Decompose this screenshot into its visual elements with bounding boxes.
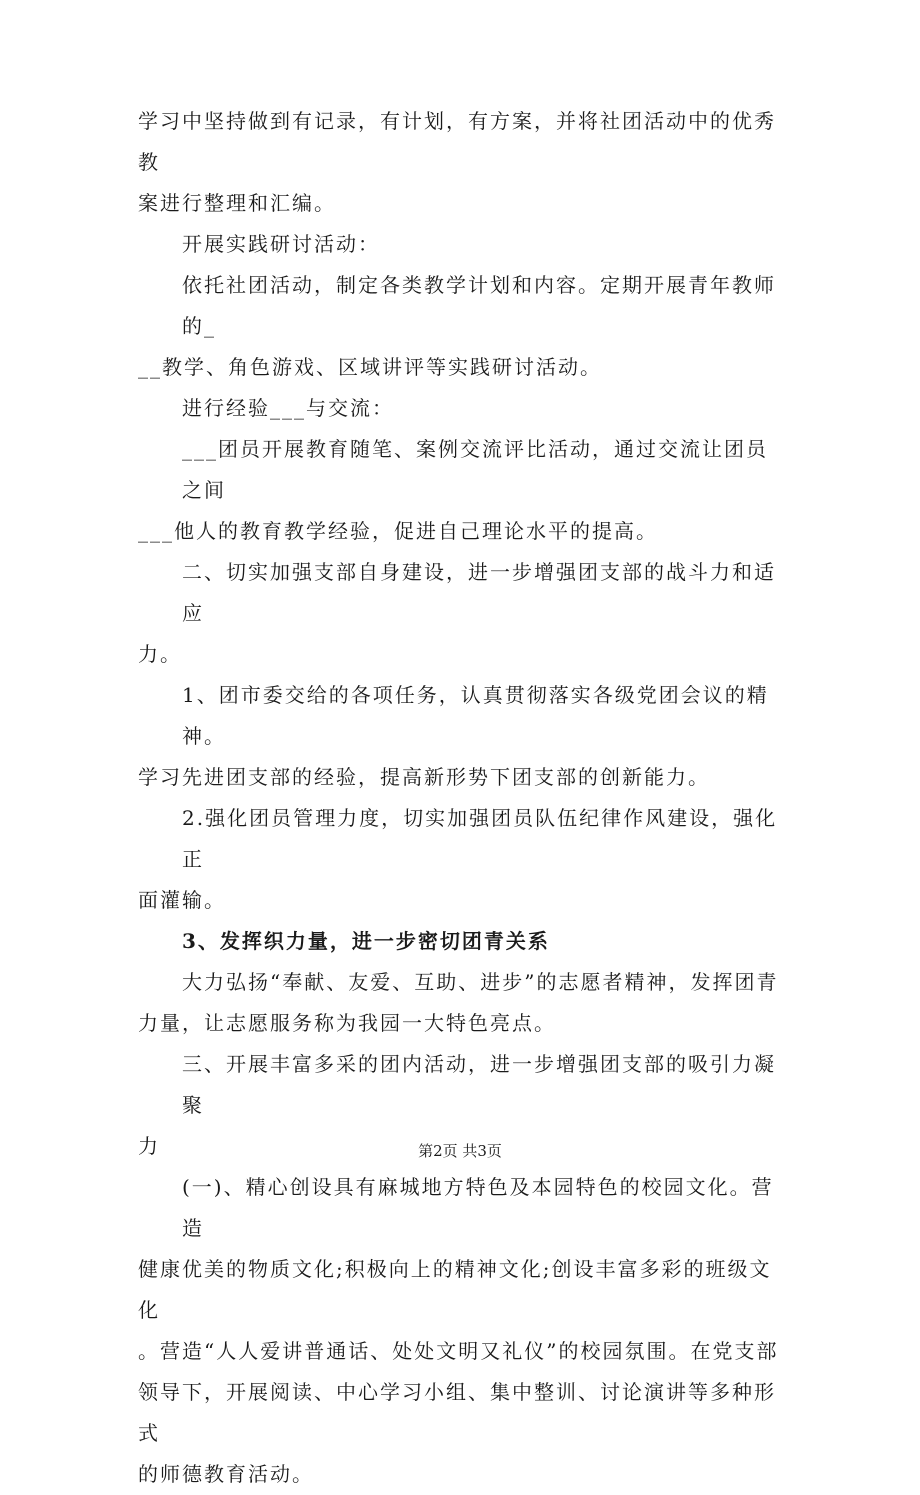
text-line: 面灌输。 (138, 888, 226, 912)
page-number-footer: 第2页 共3页 (418, 1142, 502, 1160)
text-line: 进行经验___与交流： (182, 396, 394, 420)
text-line: 。营造“人人爱讲普通话、处处文明又礼仪”的校园氛围。在党支部 (138, 1339, 779, 1363)
text-line: 依托社团活动，制定各类教学计划和内容。定期开展青年教师的_ (182, 273, 776, 338)
text-line: __教学、角色游戏、区域讲评等实践研讨活动。 (138, 355, 602, 379)
text-line: 学习中坚持做到有记录，有计划，有方案，并将社团活动中的优秀教 (138, 109, 776, 174)
document-body (138, 101, 788, 1495)
text-line: 2.强化团员管理力度，切实加强团员队伍纪律作风建设，强化正 (182, 806, 778, 871)
text-line: 三、开展丰富多采的团内活动，进一步增强团支部的吸引力凝聚 (182, 1052, 776, 1117)
text-line: (一)、精心创设具有麻城地方特色及本园特色的校园文化。营造 (182, 1175, 774, 1240)
text-line: 力。 (138, 642, 182, 666)
text-line: 大力弘扬“奉献、友爱、互助、进步”的志愿者精神，发挥团青 (182, 970, 779, 994)
text-line: 1、团市委交给的各项任务，认真贯彻落实各级党团会议的精神。 (182, 683, 769, 748)
text-line: 开展实践研讨活动： (182, 232, 380, 256)
text-line: 学习先进团支部的经验，提高新形势下团支部的创新能力。 (138, 765, 710, 789)
text-line: 二、切实加强支部自身建设，进一步增强团支部的战斗力和适应 (182, 560, 776, 625)
text-line: 力 (138, 1134, 160, 1158)
text-line: ___团员开展教育随笔、案例交流评比活动，通过交流让团员之间 (182, 437, 768, 502)
text-line: 力量，让志愿服务称为我园一大特色亮点。 (138, 1011, 556, 1035)
text-line: 的师德教育活动。 (138, 1462, 314, 1486)
text-line: ___他人的教育教学经验，促进自己理论水平的提高。 (138, 519, 658, 543)
text-line: 健康优美的物质文化;积极向上的精神文化;创设丰富多彩的班级文化 (138, 1257, 772, 1322)
text-line: 案进行整理和汇编。 (138, 191, 336, 215)
section-heading-line: 3、发挥织力量，进一步密切团青关系 (182, 929, 550, 953)
text-line: 领导下，开展阅读、中心学习小组、集中整训、讨论演讲等多种形式 (138, 1380, 776, 1445)
